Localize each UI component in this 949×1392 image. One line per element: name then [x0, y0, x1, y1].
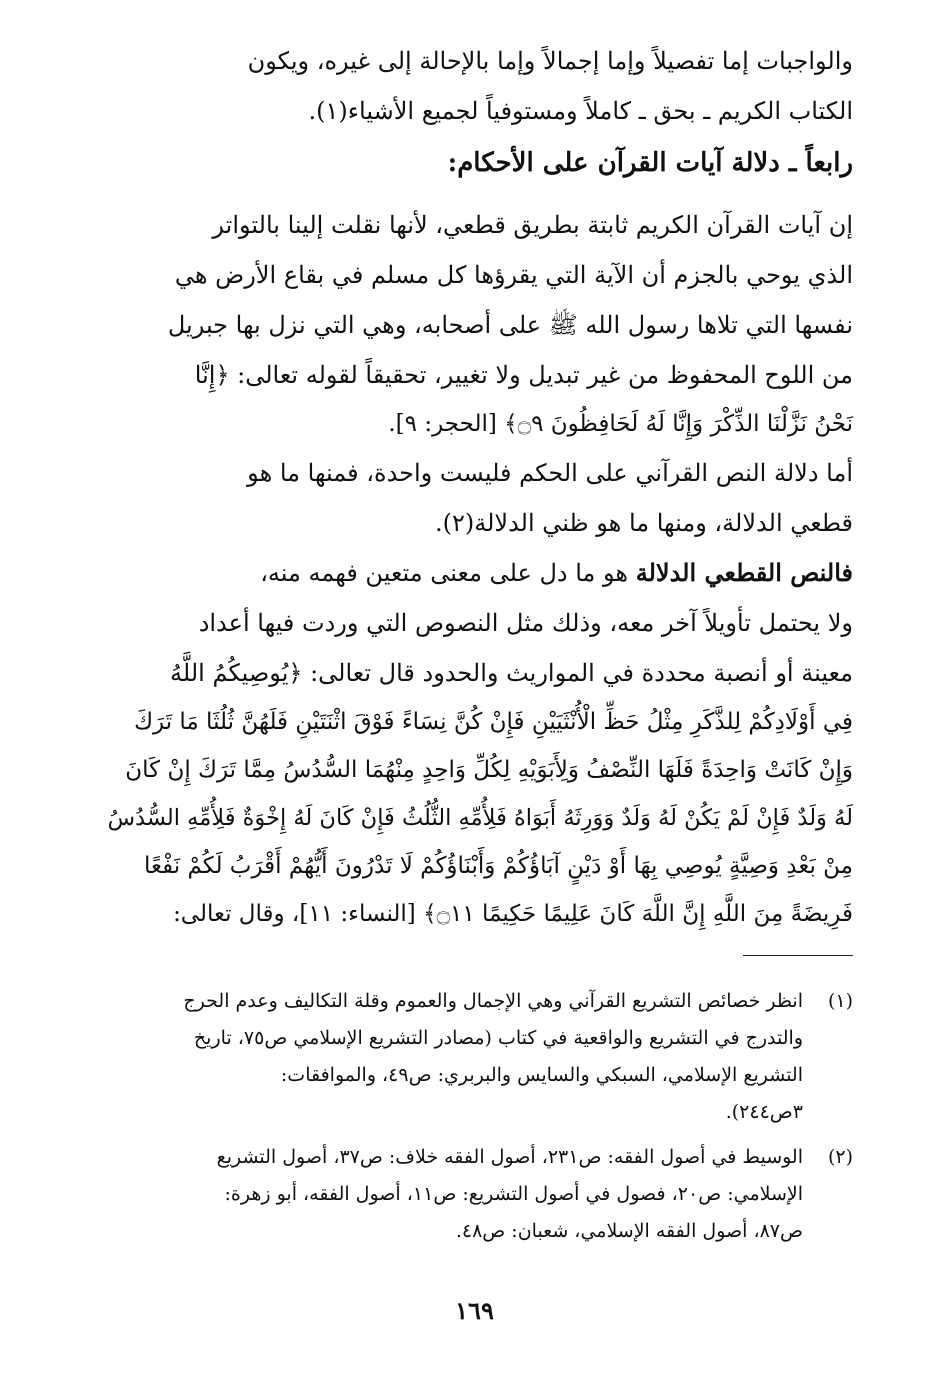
text-fragment: هو ما دل على معنى متعين فهمه منه،	[260, 559, 636, 587]
section-heading: رابعاً ـ دلالة آيات القرآن على الأحكام:	[447, 148, 853, 178]
text-line: نفسها التي تلاها رسول الله ﷺ على أصحابه، وهي التي نزل بها جبريل	[167, 311, 853, 339]
text-line: قطعي الدلالة، ومنها ما هو ظني الدلالة(٢).	[434, 509, 853, 537]
quran-verse-line: مِنْ بَعْدِ وَصِيَّةٍ يُوصِي بِهَا أَوْ دَيْنٍ آبَاؤُكُمْ وَأَبْنَاؤُكُمْ لَا تَدْرُونَ أَيُّهُمْ أَقْرَبُ لَكُمْ نَفْعًا	[144, 853, 853, 879]
footnote-line: الإسلامي: ص٢٠، فصول في أصول التشريع: ص١١، أصول الفقه، أبو زهرة:	[224, 1183, 803, 1205]
text-line	[96, 548, 853, 598]
footnotes	[96, 983, 853, 1258]
paragraph-4	[96, 548, 853, 938]
text-line: إن آيات القرآن الكريم ثابتة بطريق قطعي، لأنها نقلت إلينا بالتواتر	[212, 211, 853, 239]
footnote-divider	[743, 955, 853, 956]
quran-verse-line: لَهُ وَلَدٌ فَإِنْ لَمْ يَكُنْ لَهُ وَلَدٌ وَوَرِثَهُ أَبَوَاهُ فَلِأُمِّهِ الثُّلُثُ فَإِنْ كَانَ لَهُ إِخْوَةٌ فَلِأُمِّهِ السُّدُسُ	[107, 805, 853, 831]
quran-verse-line: وَإِنْ كَانَتْ وَاحِدَةً فَلَهَا النِّصْفُ وَلِأَبَوَيْهِ لِكُلِّ وَاحِدٍ مِنْهُمَا السُّدُسُ مِمَّا تَرَكَ إِنْ كَانَ	[125, 757, 853, 783]
footnote-line: ٣ص٢٤٤).	[725, 1101, 803, 1123]
quran-verse-line: نَحْنُ نَزَّلْنَا الذِّكْرَ وَإِنَّا لَهُ لَحَافِظُونَ ۝٩﴾ [الحجر: ٩].	[388, 411, 853, 437]
page-number: ١٦٩	[455, 1296, 494, 1325]
paragraph-2	[96, 200, 853, 448]
text-line: الذي يوحي بالجزم أن الآية التي يقرؤها كل مسلم في بقاع الأرض هي	[174, 261, 853, 289]
footnote-text	[96, 983, 803, 1131]
text-line: والواجبات إما تفصيلاً وإما إجمالاً وإما بالإحالة إلى غيره، ويكون	[247, 47, 853, 75]
footnote-line: ص٨٧، أصول الفقه الإسلامي، شعبان: ص٤٨.	[455, 1220, 803, 1242]
text-line: ولا يحتمل تأويلاً آخر معه، وذلك مثل النصوص التي وردت فيها أعداد	[198, 609, 853, 637]
paragraph-3	[96, 448, 853, 548]
footnote-line: التشريع الإسلامي، السبكي والسايس والبربري: ص٤٩، والموافقات:	[280, 1064, 803, 1086]
footnote	[96, 983, 853, 1131]
text-line: أما دلالة النص القرآني على الحكم فليست واحدة، فمنها ما هو	[247, 459, 853, 487]
footnote-text	[96, 1139, 803, 1250]
footnote-number: (١)	[827, 990, 853, 1012]
footnote-number: (٢)	[827, 1146, 853, 1168]
footnote	[96, 1139, 853, 1250]
bold-term: فالنص القطعي الدلالة	[635, 558, 853, 587]
footnote-line: الوسيط في أصول الفقه: ص٢٣١، أصول الفقه خلاف: ص٣٧، أصول التشريع	[216, 1146, 803, 1168]
text-line: من اللوح المحفوظ من غير تبديل ولا تغيير، تحقيقاً لقوله تعالى: ﴿إِنَّا	[194, 361, 853, 389]
text-line: معينة أو أنصبة محددة في المواريث والحدود قال تعالى: ﴿يُوصِيكُمُ اللَّهُ	[170, 659, 853, 687]
quran-verse-line: فِي أَوْلَادِكُمْ لِلذَّكَرِ مِثْلُ حَظِّ الْأُنْثَيَيْنِ فَإِنْ كُنَّ نِسَاءً فَوْقَ اثْنَتَيْنِ فَلَهُنَّ ثُلُثَا مَا تَرَكَ	[134, 709, 853, 735]
footnote-line: والتدرج في التشريع والواقعية في كتاب (مصادر التشريع الإسلامي ص٧٥، تاريخ	[193, 1027, 803, 1049]
quran-verse-line: فَرِيضَةً مِنَ اللَّهِ إِنَّ اللَّهَ كَانَ عَلِيمًا حَكِيمًا ۝١١﴾ [النساء: ١١]، وقال تعالى:	[173, 901, 853, 927]
footnote-line: انظر خصائص التشريع القرآني وهي الإجمال والعموم وقلة التكاليف وعدم الحرج	[183, 990, 803, 1012]
paragraph-1	[96, 36, 853, 136]
main-text	[96, 36, 853, 938]
text-line: الكتاب الكريم ـ بحق ـ كاملاً ومستوفياً لجميع الأشياء(١).	[308, 97, 853, 125]
